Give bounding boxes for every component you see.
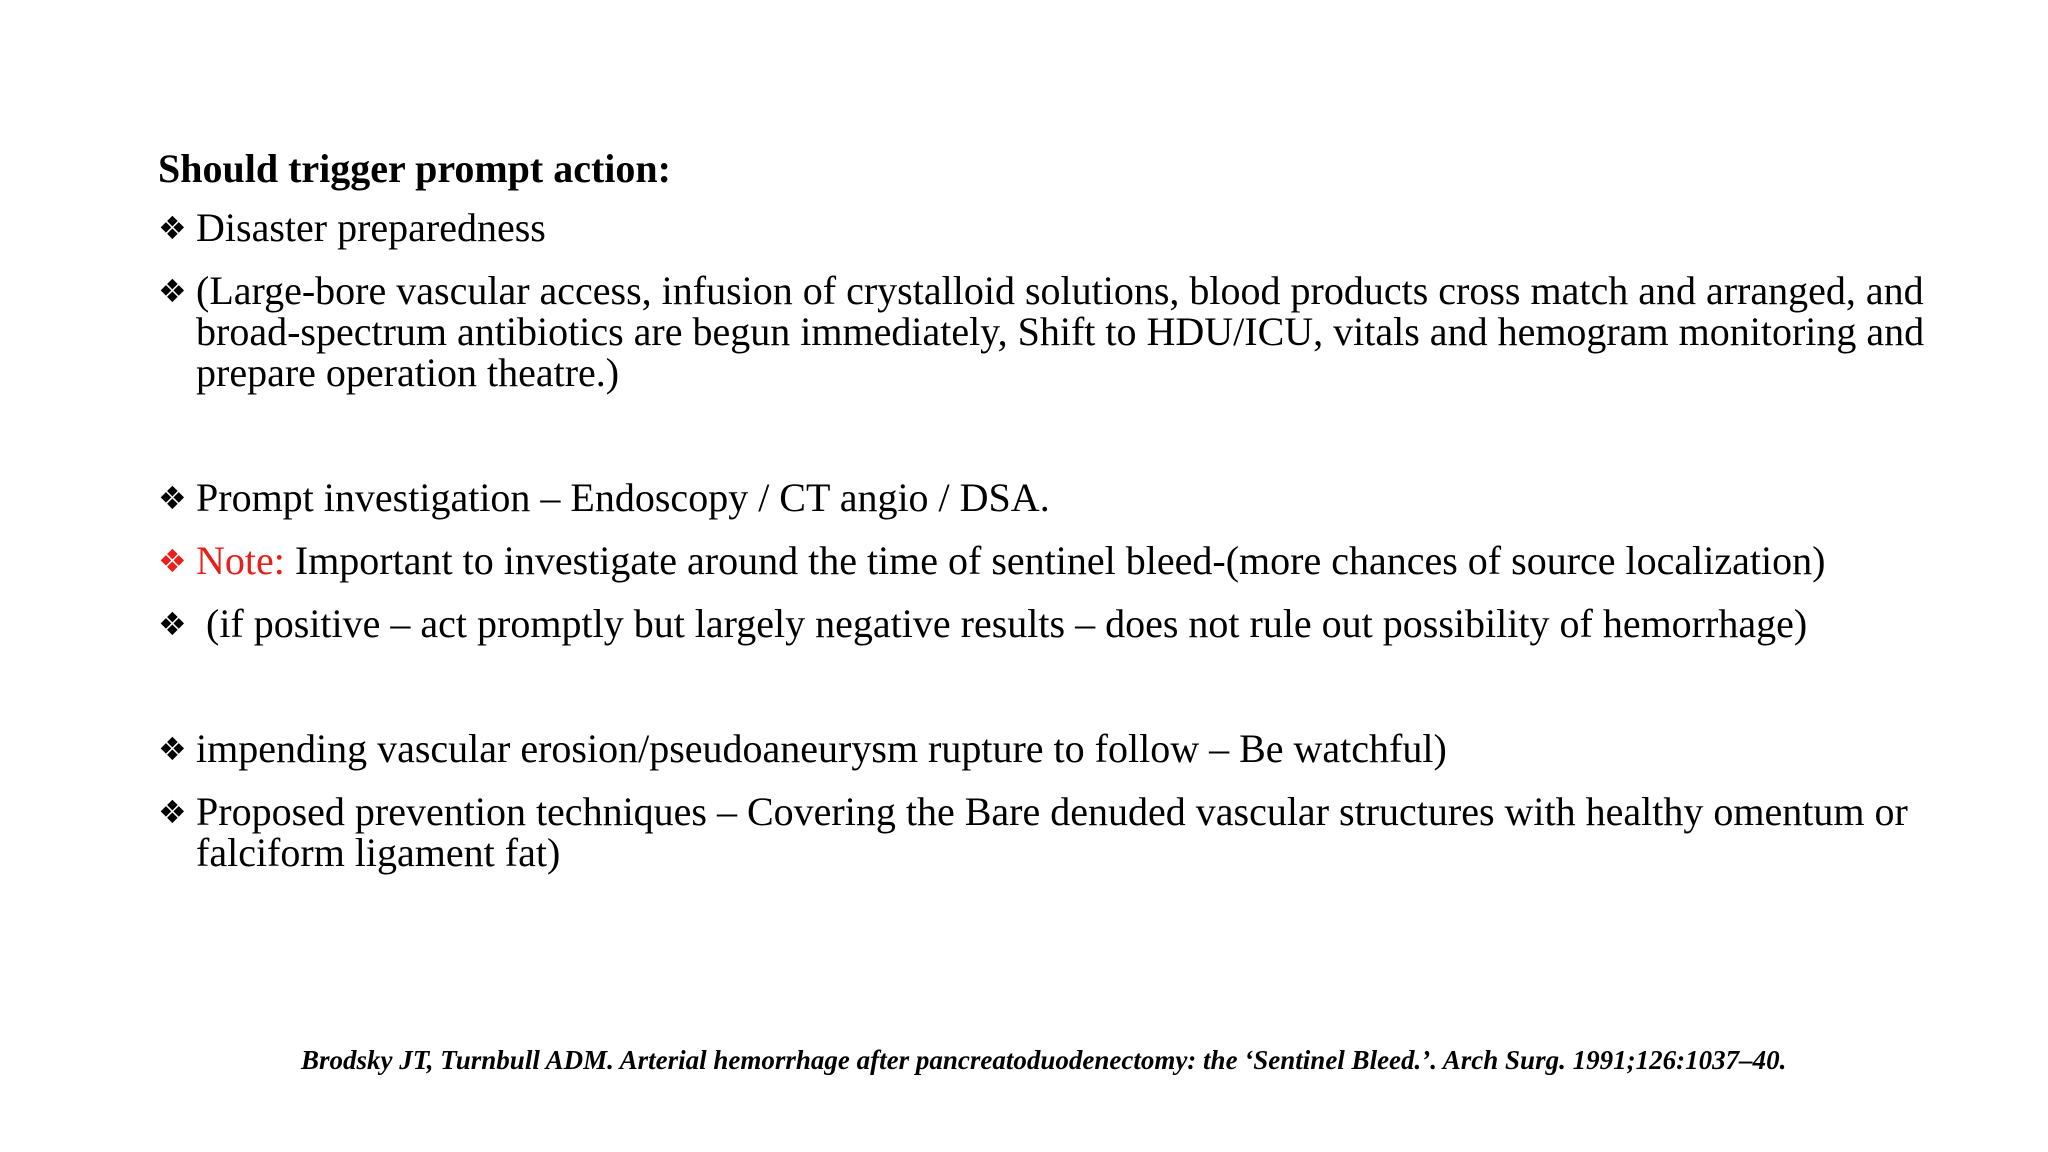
bullet-text: Important to investigate around the time of sentinel bleed-(more chances of source localization) <box>284 538 1826 583</box>
diamond-bullet-icon: ❖ <box>158 272 187 310</box>
bullet-text: Prompt investigation – Endoscopy / CT angio / DSA. <box>196 475 1050 520</box>
diamond-bullet-icon: ❖ <box>158 479 187 517</box>
diamond-bullet-icon: ❖ <box>158 542 187 580</box>
diamond-bullet-icon: ❖ <box>158 209 187 247</box>
bullet-note <box>158 540 1958 581</box>
bullet-text: Proposed prevention techniques – Covering the Bare denuded vascular structures with healthy omentum or falciform ligament fat) <box>196 789 1908 875</box>
citation-reference: Brodsky JT, Turnbull ADM. Arterial hemorrhage after pancreatoduodenectomy: the ‘Sentinel Bleed.’. Arch Surg. 1991;126:1037–40. <box>301 1045 1787 1075</box>
slide-heading: Should trigger prompt action: <box>158 146 671 191</box>
diamond-bullet-icon: ❖ <box>158 605 187 643</box>
bullet-resuscitation-measures <box>158 270 1958 393</box>
bullet-disaster-preparedness <box>158 207 1958 248</box>
diamond-bullet-icon: ❖ <box>158 730 187 768</box>
bullet-if-positive <box>158 603 1958 644</box>
bullet-text: (if positive – act promptly but largely negative results – does not rule out possibility of hemorrhage) <box>196 601 1808 646</box>
slide-content <box>158 145 1958 895</box>
diamond-bullet-icon: ❖ <box>158 793 187 831</box>
bullet-impending-erosion <box>158 728 1958 769</box>
bullet-prevention-techniques <box>158 791 1958 873</box>
note-label: Note: <box>196 538 285 583</box>
bullet-text: Disaster preparedness <box>196 205 546 250</box>
bullet-text: impending vascular erosion/pseudoaneurysm rupture to follow – Be watchful) <box>196 726 1447 771</box>
bullet-prompt-investigation <box>158 477 1958 518</box>
bullet-text: (Large-bore vascular access, infusion of crystalloid solutions, blood products cross match and arranged, and broad-spectrum antibiotics are begun immediately, Shift to HDU/ICU, vitals and hemogram monitoring and prepare operation theatre.) <box>196 268 1925 395</box>
